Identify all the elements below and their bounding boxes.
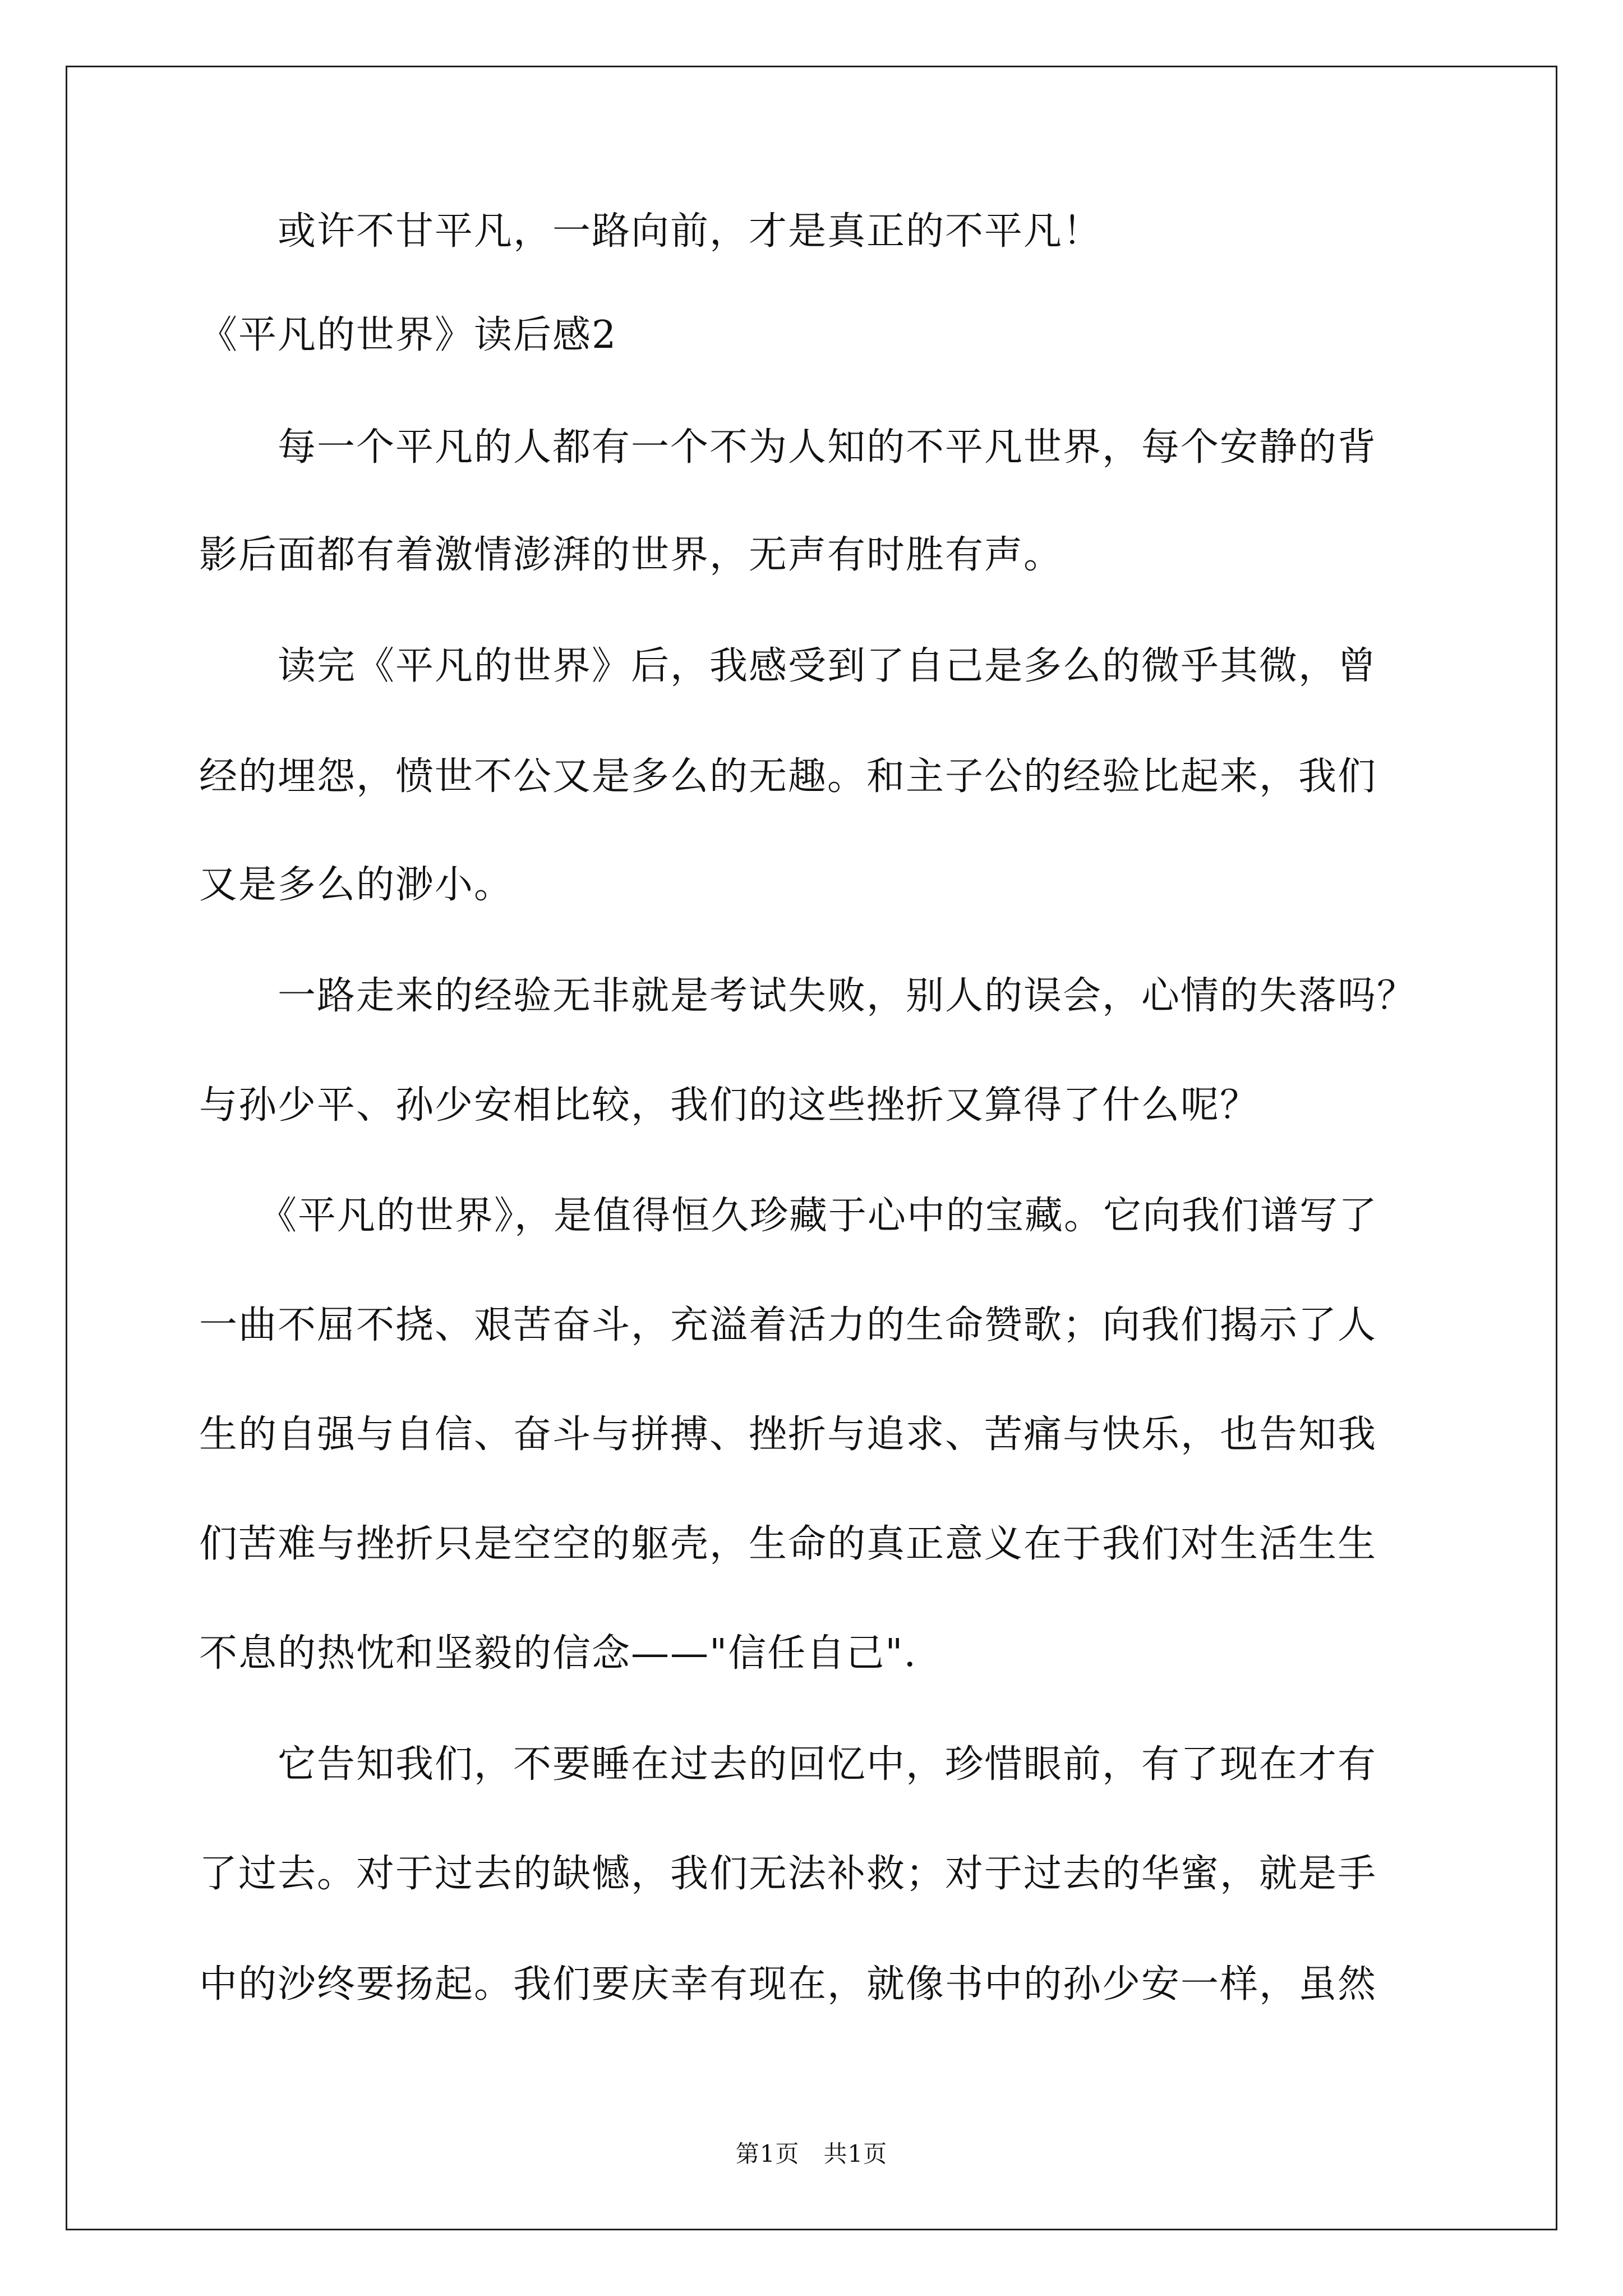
body-line: 一曲不屈不挠、艰苦奋斗，充溢着活力的生命赞歌；向我们揭示了人 xyxy=(199,1303,1377,1347)
body-line: 《平凡的世界》，是值得恒久珍藏于心中的宝藏。它向我们谱写了 xyxy=(199,1194,1378,1238)
page-border xyxy=(66,66,1557,2230)
body-line: 读完《平凡的世界》后，我感受到了自己是多么的微乎其微，曾 xyxy=(199,644,1377,688)
body-line: 生的自强与自信、奋斗与拼搏、挫折与追求、苦痛与快乐，也告知我 xyxy=(199,1412,1377,1457)
body-line: 影后面都有着激情澎湃的世界，无声有时胜有声。 xyxy=(199,533,1063,577)
body-line: 与孙少平、孙少安相比较，我们的这些挫折又算得了什么呢？ xyxy=(199,1083,1260,1128)
page-number-footer: 第1页 共1页 xyxy=(735,2140,888,2168)
body-line: 又是多么的渺小。 xyxy=(199,863,514,907)
body-line: 一路走来的经验无非就是考试失败，别人的误会，心情的失落吗？ xyxy=(199,974,1417,1018)
body-line: 了过去。对于过去的缺憾，我们无法补救；对于过去的华蜜，就是手 xyxy=(199,1852,1377,1896)
section-heading: 《平凡的世界》读后感2 xyxy=(199,313,617,357)
body-line: 们苦难与挫折只是空空的躯壳，生命的真正意义在于我们对生活生生 xyxy=(199,1522,1377,1566)
body-line: 不息的热忱和坚毅的信念——"信任自己". xyxy=(199,1631,917,1676)
body-line: 每一个平凡的人都有一个不为人知的不平凡世界，每个安静的背 xyxy=(199,425,1377,470)
body-line: 经的埋怨，愤世不公又是多么的无趣。和主子公的经验比起来，我们 xyxy=(199,754,1377,799)
body-line: 或许不甘平凡，一路向前，才是真正的不平凡！ xyxy=(199,209,1103,254)
body-line: 中的沙终要扬起。我们要庆幸有现在，就像书中的孙少安一样，虽然 xyxy=(199,1962,1377,2007)
body-line: 它告知我们，不要睡在过去的回忆中，珍惜眼前，有了现在才有 xyxy=(199,1742,1377,1787)
